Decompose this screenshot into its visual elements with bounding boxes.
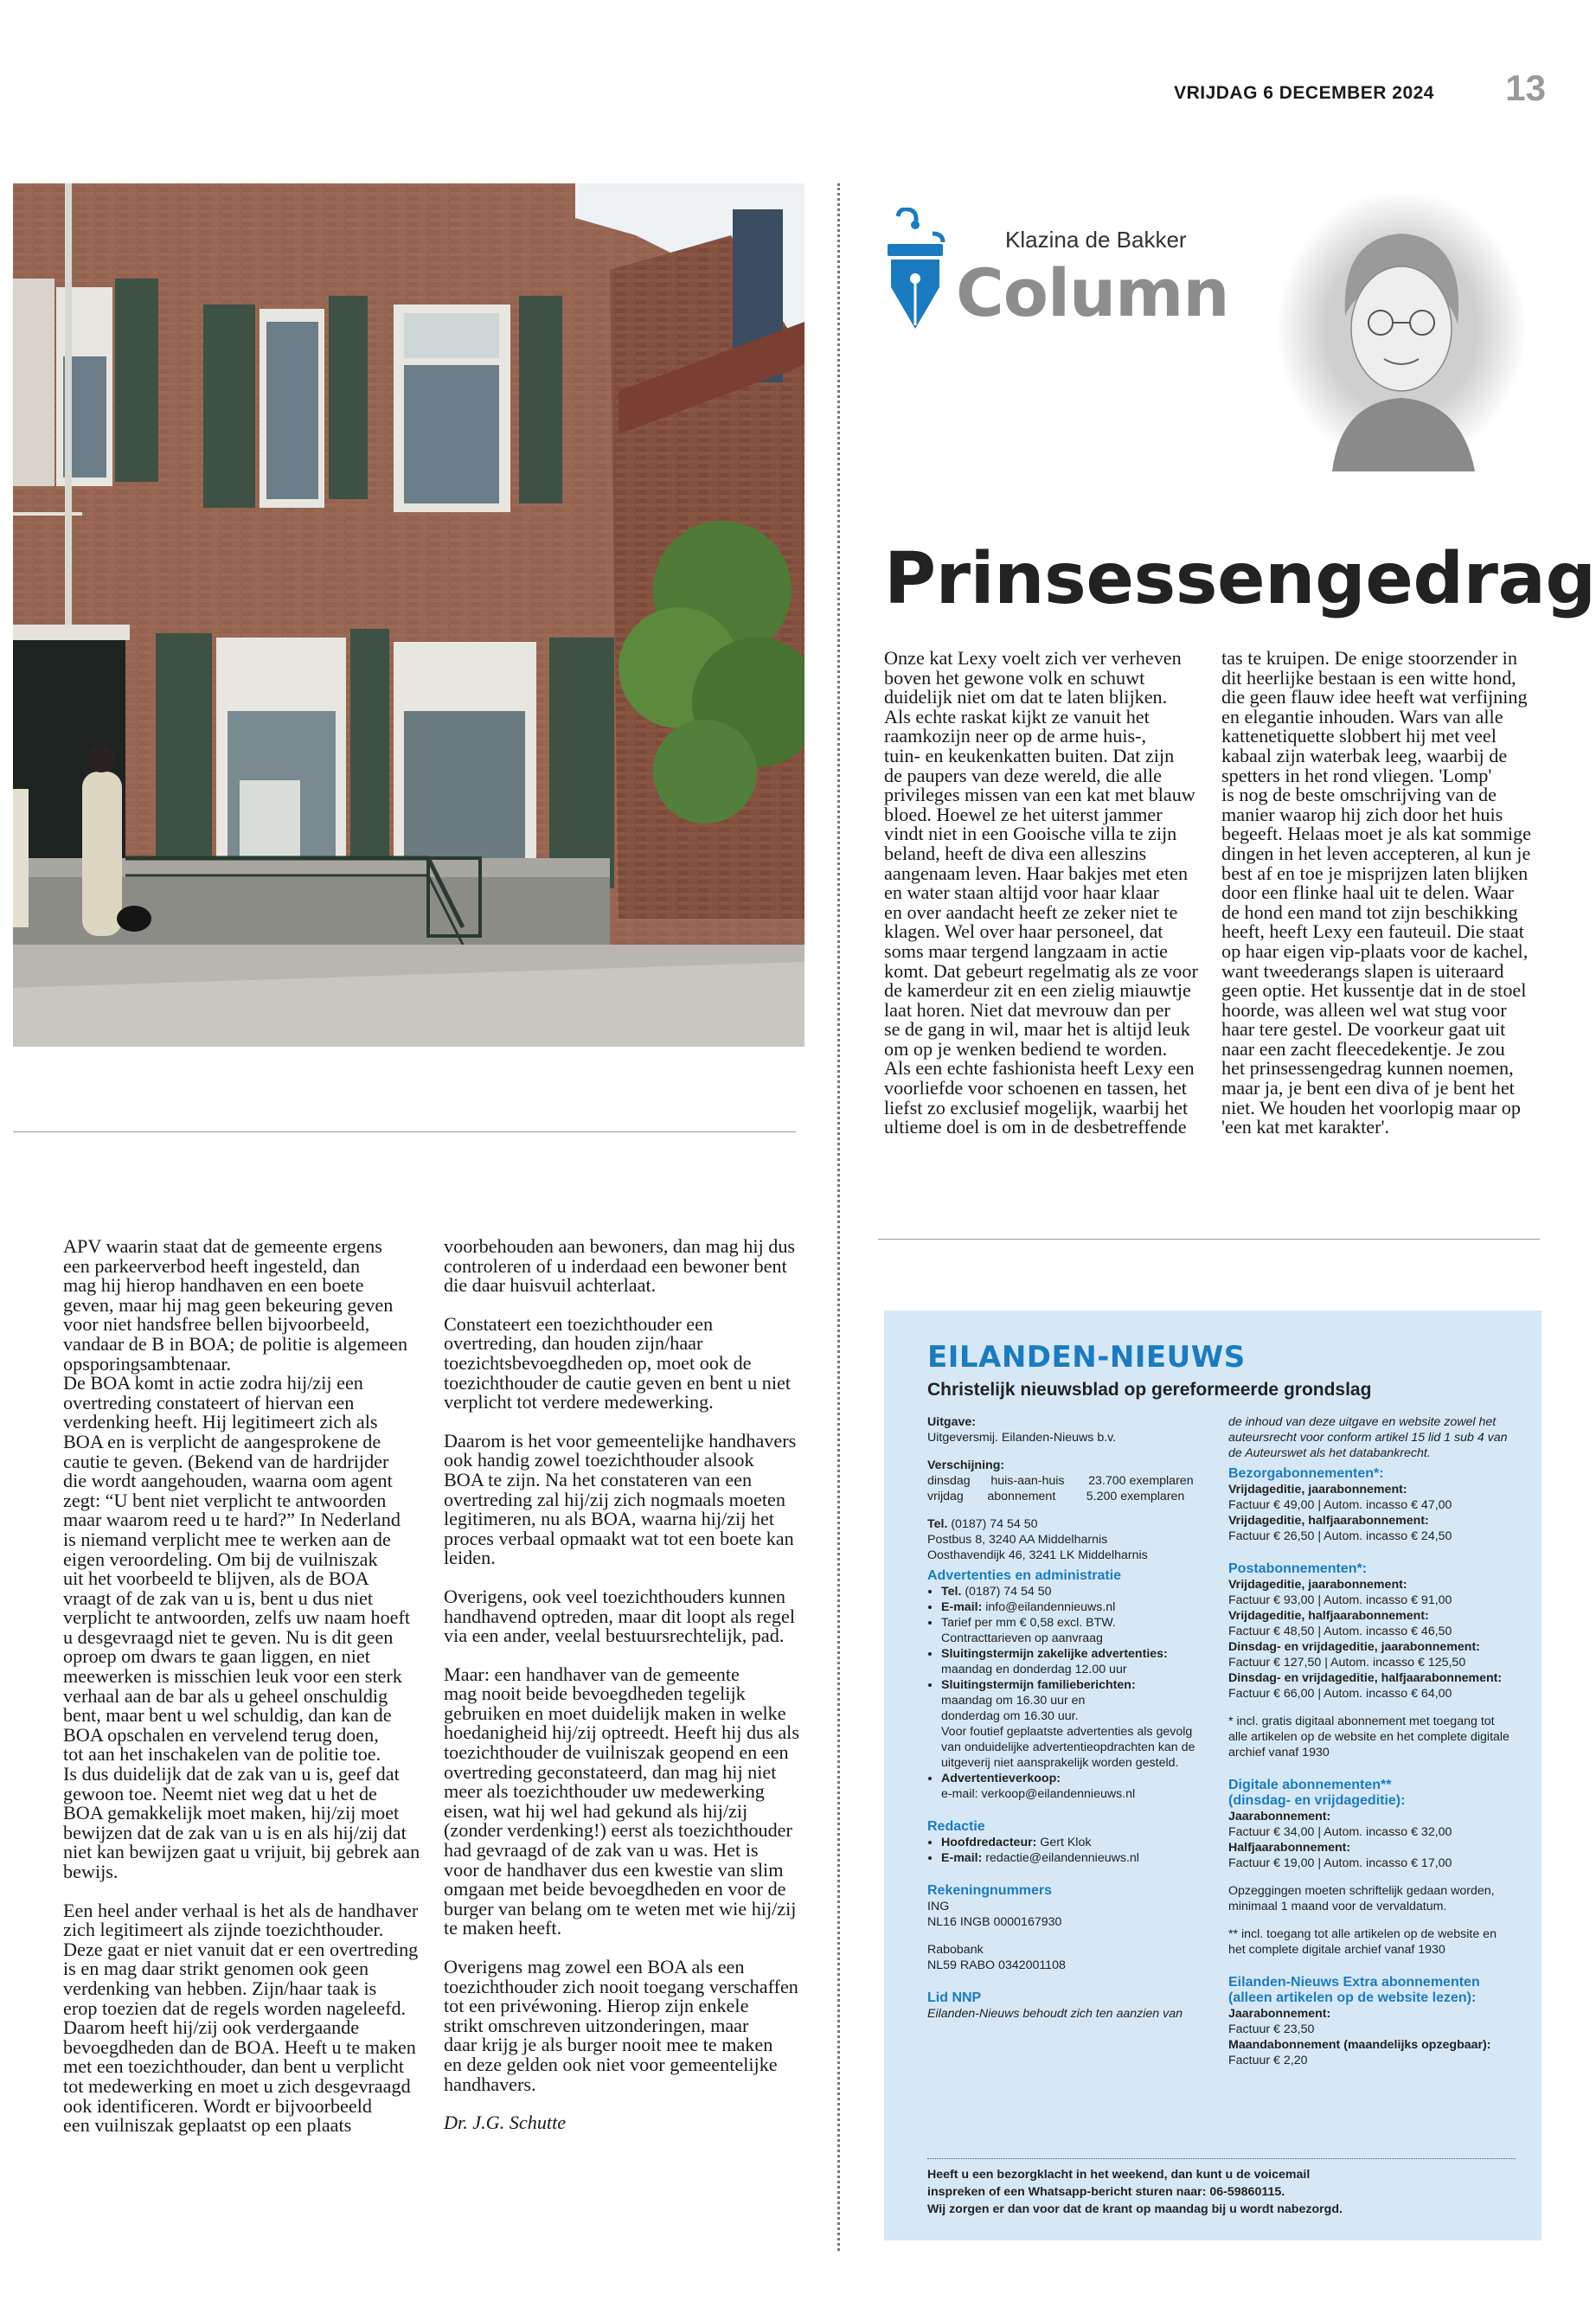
price-label: Jaarabonnement: <box>1228 2007 1331 2021</box>
tel-label: Tel. <box>927 1517 948 1531</box>
complaint-line: inspreken of een Whatsapp-bericht sturen naar: 06-59860115. <box>927 2185 1285 2199</box>
colophon-left-column <box>927 1414 1213 2022</box>
verschijning-heading: Verschijning: <box>927 1458 1005 1472</box>
post-heading: Postabonnementen*: <box>1228 1561 1368 1576</box>
rekening-heading: Rekeningnummers <box>927 1883 1053 1898</box>
adv-email-label: E-mail: <box>941 1600 983 1614</box>
cancel-note: Opzeggingen moeten schriftelijk gedaan worden, <box>1228 1884 1495 1898</box>
article-paragraph: voorbehouden aan bewoners, dan mag hij dus controleren of u inderdaad een bewoner bent die daar huisvuil achterlaat. <box>444 1235 796 1297</box>
article-signature: Dr. J.G. Schutte <box>444 2112 567 2134</box>
house-photo-illustration <box>13 183 804 1047</box>
rights-text: de inhoud van deze uitgave en website zowel het <box>1228 1415 1497 1429</box>
colophon-rule <box>878 1239 1540 1240</box>
adv-sluit-fam-line: maandag om 16.30 uur en <box>941 1694 1086 1708</box>
rek-iban: NL59 RABO 0342001108 <box>927 1958 1066 1972</box>
article-paragraph: Daarom is het voor gemeentelijke handhavers ook handig zowel toezichthouder alsook BOA te zijn. Na het constateren van een overtreding zal hij/zij zich nogmaals moeten legitimeren, nu als BOA, waarna hij/zij het proces verbaal opmaakt wat tot een boete kan leiden. <box>444 1429 797 1569</box>
price-label: Vrijdageditie, jaarabonnement: <box>1228 1483 1407 1497</box>
price-label: Vrijdageditie, jaarabonnement: <box>1228 1578 1407 1592</box>
footnote: ** incl. toegang tot alle artikelen op de website en <box>1228 1927 1497 1941</box>
issue-date: VRIJDAG 6 DECEMBER 2024 <box>1174 83 1434 103</box>
price-label: Jaarabonnement: <box>1228 1810 1331 1823</box>
column-divider <box>837 183 840 2251</box>
price-value: Factuur € 49,00 | Autom. incasso € 47,00 <box>1228 1498 1452 1512</box>
price-value: Factuur € 23,50 <box>1228 2022 1315 2036</box>
complaint-line: Wij zorgen er dan voor dat de krant op maandag bij u wordt nabezorgd. <box>927 2202 1343 2216</box>
postbus: Postbus 8, 3240 AA Middelharnis <box>927 1533 1108 1547</box>
brand-logo: EILANDEN-NIEUWS <box>927 1340 1246 1375</box>
article-paragraph: Maar: een handhaver van de gemeente mag nooit beide bevoegdheden tegelijk gebruiken en moet duidelijk maken in welke hoedanigheid hij/zij optreedt. Heeft hij dus als toezichthouder de vuilniszak geopend en een overtreding geconstateerd, dan mag hij niet meer als toezichthouder uw medewerking eisen, wat hij wel had gekund als hij/zij (zonder verdenking!) eerst als toezichthouder had gevraagd of de zak van u was. Het is voor de handhaver dus een kwestie van slim omgaan met beide bevoegdheden en voor de burger van belang om te weten met wie hij/zij te maken heeft. <box>444 1663 799 1939</box>
author-portrait <box>1272 186 1531 476</box>
article-paragraph: Een heel ander verhaal is het als de handhaver zich legitimeert als zijnde toezichthouder. Deze gaat er niet vanuit dat er een overtreding is en mag daar strikt genomen ook geen verdenking van hebben. Zijn/haar taak is erop toezien dat de regels worden nageleefd. Daarom heeft hij/zij ook verdergaande bevoegdheden dan de BOA. Heeft u te maken met een toezichthouder, dan bent u verplicht tot medewerking en moet u zich desgevraagd ook identificeren. Wordt er bijvoorbeeld een vuilniszak geplaatst op een plaats <box>63 1899 419 2137</box>
advertenties-heading: Advertenties en administratie <box>927 1568 1122 1583</box>
column-text-col2: tas te kruipen. De enige stoorzender in dit heerlijke bestaan is een witte hond, die geen flauw idee heeft wat verfijning en elegantie inhouden. Wars van alle kattenetiquette slobbert hij met veel kabaal zijn waterbak leeg, waarbij de spetters in het rond vliegen. 'Lomp' is nog de beste omschrijving van de manier waarop hij zich door het huis begeeft. Helaas moet je als kat sommige dingen in het leven accepteren, al kun je best af en toe je misprijzen laten blijken door een flinke haal uit te delen. Waar de hond een mand tot zijn beschikking heeft, heeft Lexy een fauteuil. Die staat op haar eigen vip-plaats voor de kachel, want tweederangs slapen is uiteraard geen optie. Het kussentje dat in de stoel hoorde, was alleen wel wat stug voor haar tere gestel. De voorkeur gaat uit naar een zacht fleecedekentje. Je zou het prinsessengedrag kunnen noemen, maar ja, je bent een diva of je bent het niet. We houden het voorlopig maar op 'een kat met karakter'. <box>1221 647 1531 1138</box>
bezorg-heading: Bezorgabonnementen*: <box>1228 1466 1384 1481</box>
price-value: Factuur € 66,00 | Autom. incasso € 64,00 <box>1228 1687 1452 1701</box>
adv-email[interactable]: info@eilandennieuws.nl <box>982 1600 1116 1614</box>
price-value: Factuur € 93,00 | Autom. incasso € 91,00 <box>1228 1593 1452 1607</box>
adv-sluit-fam-line: Voor foutief geplaatste advertenties als gevolg <box>941 1725 1193 1739</box>
price-label: Vrijdageditie, halfjaarabonnement: <box>1228 1609 1429 1623</box>
article-col1 <box>63 1237 435 2155</box>
digital-heading: Digitale abonnementen** <box>1228 1778 1392 1792</box>
adv-contract: Contracttarieven op aanvraag <box>941 1631 1103 1645</box>
article-paragraph: Overigens, ook veel toezichthouders kunnen handhavend optreden, maar dit loopt als regel via een ander, veelal bestuursrechtelijk, pad. <box>444 1585 796 1647</box>
cancel-note: minimaal 1 maand voor de vervaldatum. <box>1228 1900 1447 1913</box>
price-label: Halfjaarabonnement: <box>1228 1841 1351 1855</box>
uitgave-heading: Uitgave: <box>927 1415 976 1429</box>
column-text-col1: Onze kat Lexy voelt zich ver verheven boven het gewone volk en schuwt duidelijk niet om dat te laten blijken. Als echte raskat kijkt ze vanuit het raamkozijn neer op de arme huis-, tuin- en keukenkatten buiten. Dat zijn de paupers van deze wereld, die alle privileges missen van een kat met blauw bloed. Hoewel ze het uiterst jammer vindt niet in een Gooische villa te zijn beland, heeft de diva een alleszins aangenaam leven. Haar bakjes met eten en water staan altijd voor haar klaar en over aandacht heeft ze zeker niet te klagen. Wel over haar personeel, dat soms maar tergend langzaam in actie komt. Dat gebeurt regelmatig als ze voor de kamerdeur zit en een zielig miauwtje laat horen. Niet dat mevrouw dan per se de gang in wil, maar het is altijd leuk om op je wenken bediend te worden. Als een echte fashionista heeft Lexy een voorliefde voor schoenen en tassen, het liefst zo exclusief mogelijk, waarbij het ultieme doel is om in de desbetreffende <box>884 647 1198 1138</box>
footnote: alle artikelen op de website en het complete digitale <box>1228 1730 1509 1744</box>
price-value: Factuur € 48,50 | Autom. incasso € 46,50 <box>1228 1625 1452 1638</box>
adv-sluit-zak: maandag en donderdag 12.00 uur <box>941 1663 1127 1676</box>
complaint-notice <box>927 2158 1516 2218</box>
extra-heading: Eilanden-Nieuws Extra abonnementen <box>1228 1975 1480 1990</box>
fountain-pen-icon <box>881 208 950 342</box>
adv-sluit-fam-line: donderdag om 16.30 uur. <box>941 1709 1079 1723</box>
article-paragraph: Overigens mag zowel een BOA als een toezichthouder zich nooit toegang verschaffen tot een privéwoning. Hierop zijn enkele strikt omschreven uitzonderingen, maar daar krijg je als burger nooit mee te maken en deze gelden ook niet voor gemeentelijke handhavers. <box>444 1956 798 2095</box>
column-author: Klazina de Bakker <box>1005 227 1187 253</box>
price-label: Vrijdageditie, halfjaarabonnement: <box>1228 1514 1429 1528</box>
adv-verkoop-label: Advertentieverkoop: <box>941 1772 1061 1785</box>
adv-sluit-fam-line: uitgeverij niet aansprakelijk worden gesteld. <box>941 1756 1179 1770</box>
price-label: Dinsdag- en vrijdageditie, halfjaarabonnement: <box>1228 1671 1503 1685</box>
tel-value: (0187) 74 54 50 <box>947 1517 1038 1531</box>
verschijning-row: dinsdag huis-aan-huis 23.700 exemplaren <box>927 1474 1194 1488</box>
adv-verkoop[interactable]: e-mail: verkoop@eilandennieuws.nl <box>941 1787 1136 1801</box>
house-photo <box>13 183 804 1047</box>
adv-sluit-zak-label: Sluitingstermijn zakelijke advertenties: <box>941 1647 1168 1661</box>
adv-sluit-fam-line: van onduidelijke advertentieopdrachten kan de <box>941 1740 1195 1754</box>
price-value: Factuur € 127,50 | Autom. incasso € 125,50 <box>1228 1656 1466 1670</box>
rek-iban: NL16 INGB 0000167930 <box>927 1915 1062 1929</box>
address: Oosthavendijk 46, 3241 LK Middelharnis <box>927 1548 1148 1562</box>
price-label: Dinsdag- en vrijdageditie, jaarabonnement: <box>1228 1640 1480 1654</box>
nnp-heading: Lid NNP <box>927 1990 982 2005</box>
footnote: * incl. gratis digitaal abonnement met toegang tot <box>1228 1715 1495 1728</box>
price-value: Factuur € 26,50 | Autom. incasso € 24,50 <box>1228 1529 1452 1543</box>
extra-subheading: (alleen artikelen op de website lezen): <box>1228 1990 1477 2005</box>
uitgave-text: Uitgeversmij. Eilanden-Nieuws b.v. <box>927 1431 1117 1445</box>
rights-text: de Auteurswet als het databankrecht. <box>1228 1446 1431 1460</box>
article-paragraph: APV waarin staat dat de gemeente ergens een parkeerverbod heeft ingesteld, dan mag hij hierop handhaven en een boete geven, maar hij mag geen bekeuring geven voor niet handsfree bellen bijvoorbeeld, vandaar de B in BOA; de politie is algemeen opsporingsambtenaar. De BOA komt in actie zodra hij/zij een overtreding constateert of hiervan een verdenking heeft. Hij legitimeert zich als BOA en is verplicht de aangesprokene de cautie te geven. (Bekend van de hardrijder die wordt aangehouden, waarna oom agent zegt: “U bent niet verplicht te antwoorden maar waarom reed u te hard?” In Nederland is niemand verplicht mee te werken aan de eigen veroordeling. Om bij de vuilniszak uit het voorbeeld te blijven, als de BOA vraagt of de zak van u is, bent u dus niet verplicht te antwoorden, zelfs uw naam hoeft u desgevraagd niet te geven. Nu is dit geen oproep om dwars te gaan liggen, en niet meewerken is misschien leuk voor een sterk verhaal aan de bar als u geheel onschuldig bent, maar bent u wel schuldig, dan kan de BOA opschalen en vervelend terug doen, tot aan het inschakelen van de politie toe. Is dus duidelijk dat de zak van u is, geef dat gewoon toe. Neemt niet weg dat u het de BOA gemakkelijk moet maken, hij/zij moet bewijzen dat de zak van u is en als hij/zij dat niet kan bewijzen gaat u vrijuit, bij gebrek aan bewijs. <box>63 1235 420 1882</box>
digital-subheading: (dinsdag- en vrijdageditie): <box>1228 1793 1406 1808</box>
rights-text: auteursrecht voor conform artikel 15 lid 1 sub 4 van <box>1228 1431 1508 1445</box>
price-value: Factuur € 19,00 | Autom. incasso € 17,00 <box>1228 1856 1452 1870</box>
red-hoofd: Gert Klok <box>1036 1836 1092 1849</box>
article-col2 <box>444 1237 816 2152</box>
colophon-box <box>884 1311 1542 2240</box>
red-hoofd-label: Hoofdredacteur: <box>941 1836 1037 1849</box>
redactie-heading: Redactie <box>927 1819 985 1834</box>
nnp-text: Eilanden-Nieuws behoudt zich ten aanzien van <box>927 2007 1183 2021</box>
adv-tel-label: Tel. <box>941 1585 962 1599</box>
brand-tagline: Christelijk nieuwsblad op gereformeerde grondslag <box>927 1380 1372 1400</box>
adv-sluit-fam-label: Sluitingstermijn familieberichten: <box>941 1678 1136 1692</box>
price-label: Maandabonnement (maandelijks opzegbaar): <box>1228 2038 1491 2052</box>
adv-tel: (0187) 74 54 50 <box>961 1585 1052 1599</box>
page-number: 13 <box>1505 67 1546 108</box>
column-label: Column <box>956 254 1229 331</box>
rek-bank: ING <box>927 1900 950 1913</box>
footnote: archief vanaf 1930 <box>1228 1746 1330 1759</box>
rek-bank: Rabobank <box>927 1943 984 1957</box>
complaint-line: Heeft u een bezorgklacht in het weekend, dan kunt u de voicemail <box>927 2168 1311 2182</box>
photo-rule <box>13 1131 796 1132</box>
price-value: Factuur € 34,00 | Autom. incasso € 32,00 <box>1228 1825 1452 1839</box>
colophon-right-column <box>1228 1414 1522 2068</box>
column-title: Prinsessengedrag <box>884 538 1596 620</box>
red-email-label: E-mail: <box>941 1851 983 1865</box>
price-value: Factuur € 2,20 <box>1228 2054 1308 2067</box>
verschijning-row: vrijdag abonnement 5.200 exemplaren <box>927 1490 1185 1503</box>
red-email[interactable]: redactie@eilandennieuws.nl <box>982 1851 1139 1865</box>
footnote: het complete digitale archief vanaf 1930 <box>1228 1943 1445 1957</box>
article-paragraph: Constateert een toezichthouder een overtreding, dan houden zijn/haar toezichtsbevoegdheden op, moet ook de toezichthouder de cautie geven en bent u niet verplicht tot verdere medewerking. <box>444 1312 792 1413</box>
adv-tarief: Tarief per mm € 0,58 excl. BTW. <box>941 1616 1116 1630</box>
